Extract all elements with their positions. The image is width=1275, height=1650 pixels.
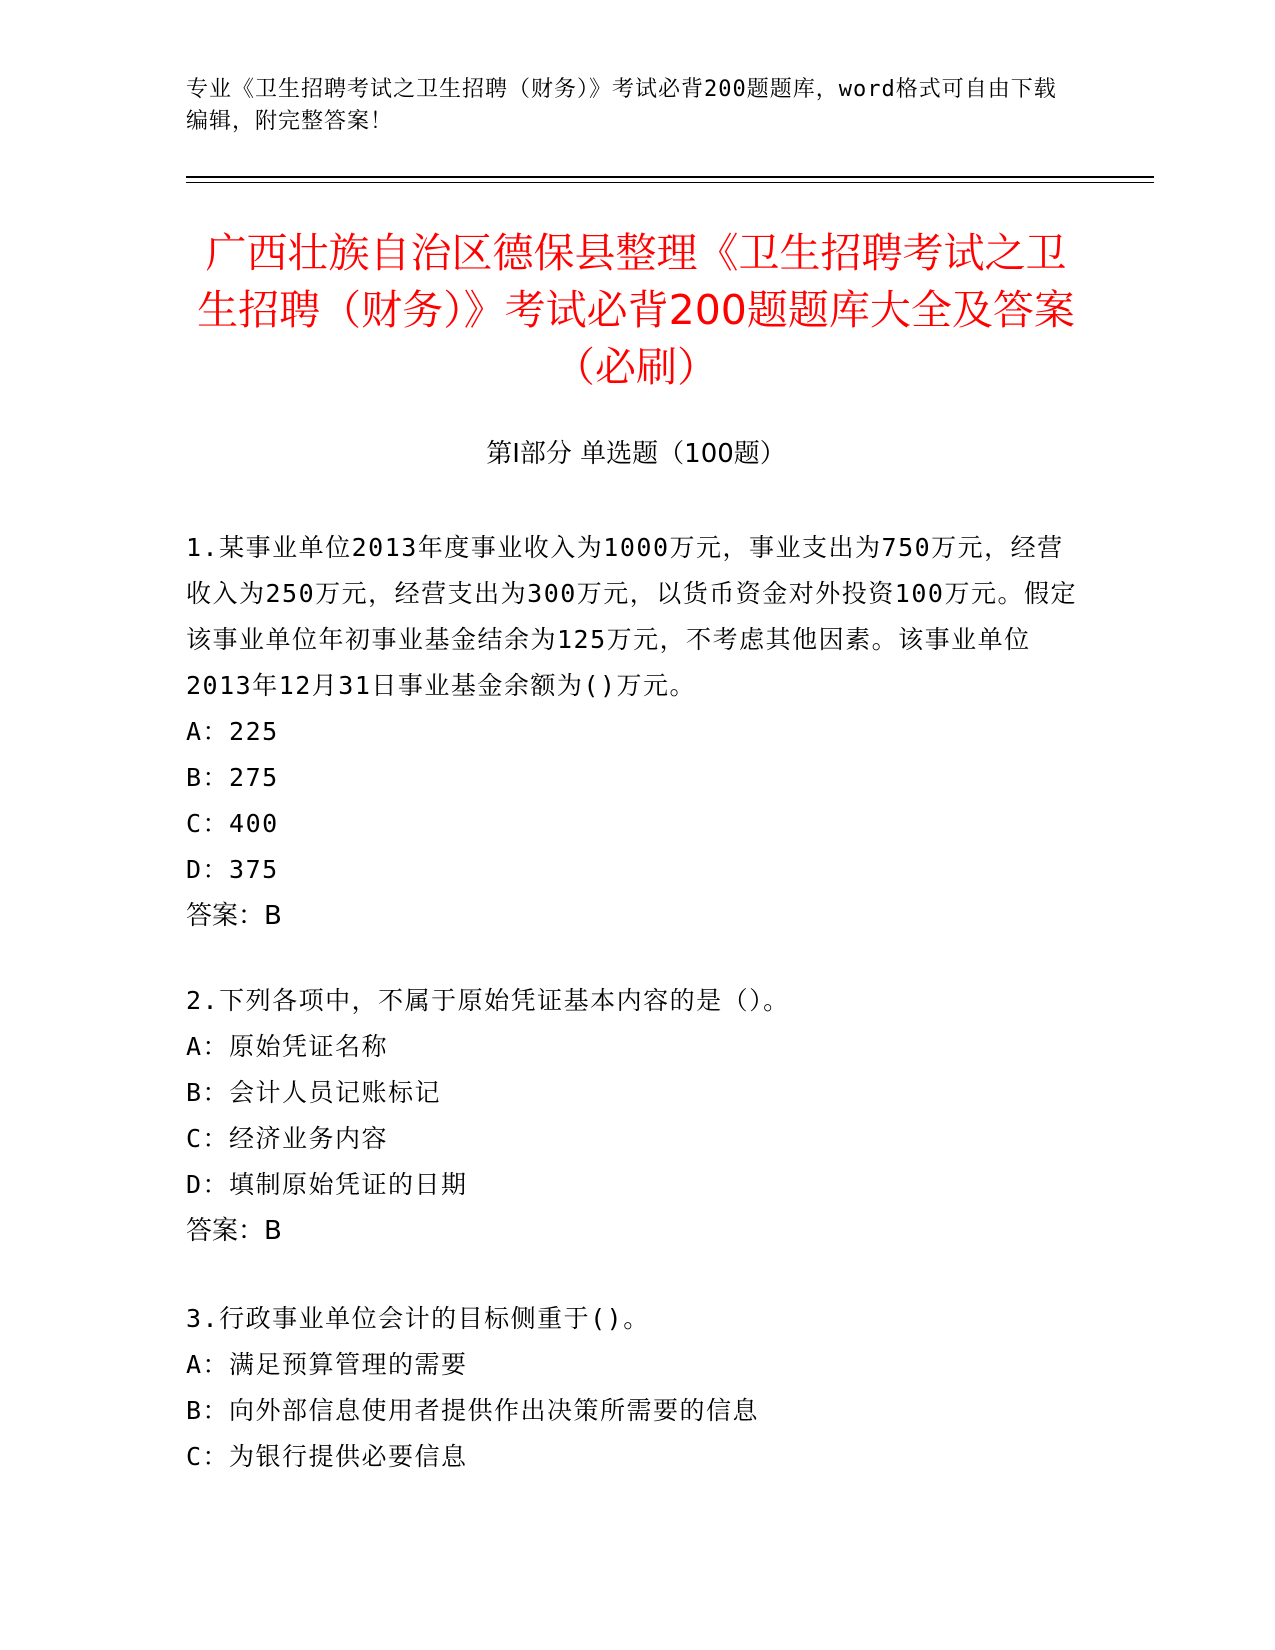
option-c: C：为银行提供必要信息 xyxy=(186,1442,468,1471)
option-b: B：向外部信息使用者提供作出决策所需要的信息 xyxy=(186,1396,760,1425)
option-d: D：375 xyxy=(186,855,279,884)
question-stem: 3.行政事业单位会计的目标侧重于()。 xyxy=(186,1304,650,1333)
option-c: C：400 xyxy=(186,809,279,838)
question-2 xyxy=(186,978,1086,1254)
option-b: B：会计人员记账标记 xyxy=(186,1078,442,1107)
question-stem: 2.下列各项中，不属于原始凭证基本内容的是（）。 xyxy=(186,986,790,1015)
option-a: A：225 xyxy=(186,717,279,746)
answer: 答案：B xyxy=(186,1216,282,1246)
page-header-text: 专业《卫生招聘考试之卫生招聘（财务）》考试必背200题题库，word格式可自由下载编辑，附完整答案！ xyxy=(186,77,1057,134)
question-stem: 1.某事业单位2013年度事业收入为1000万元，事业支出为750万元，经营收入为250万元，经营支出为300万元，以货币资金对外投资100万元。假定该事业单位年初事业基金结余为125万元，不考虑其他因素。该事业单位2013年12月31日事业基金余额为()万元。 xyxy=(186,533,1077,700)
option-a: A：满足预算管理的需要 xyxy=(186,1350,468,1379)
section-heading: 第Ⅰ部分 单选题（100题） xyxy=(486,439,786,469)
header-divider xyxy=(186,176,1154,178)
question-1 xyxy=(186,525,1086,939)
option-a: A：原始凭证名称 xyxy=(186,1032,389,1061)
option-b: B：275 xyxy=(186,763,279,792)
document-title: 广西壮族自治区德保县整理《卫生招聘考试之卫生招聘（财务）》考试必背200题题库大全及答案（必刷） xyxy=(197,229,1075,391)
answer: 答案：B xyxy=(186,901,282,931)
question-3 xyxy=(186,1296,1086,1480)
option-d: D：填制原始凭证的日期 xyxy=(186,1170,468,1199)
option-c: C：经济业务内容 xyxy=(186,1124,389,1153)
header-divider-thin xyxy=(186,182,1154,183)
